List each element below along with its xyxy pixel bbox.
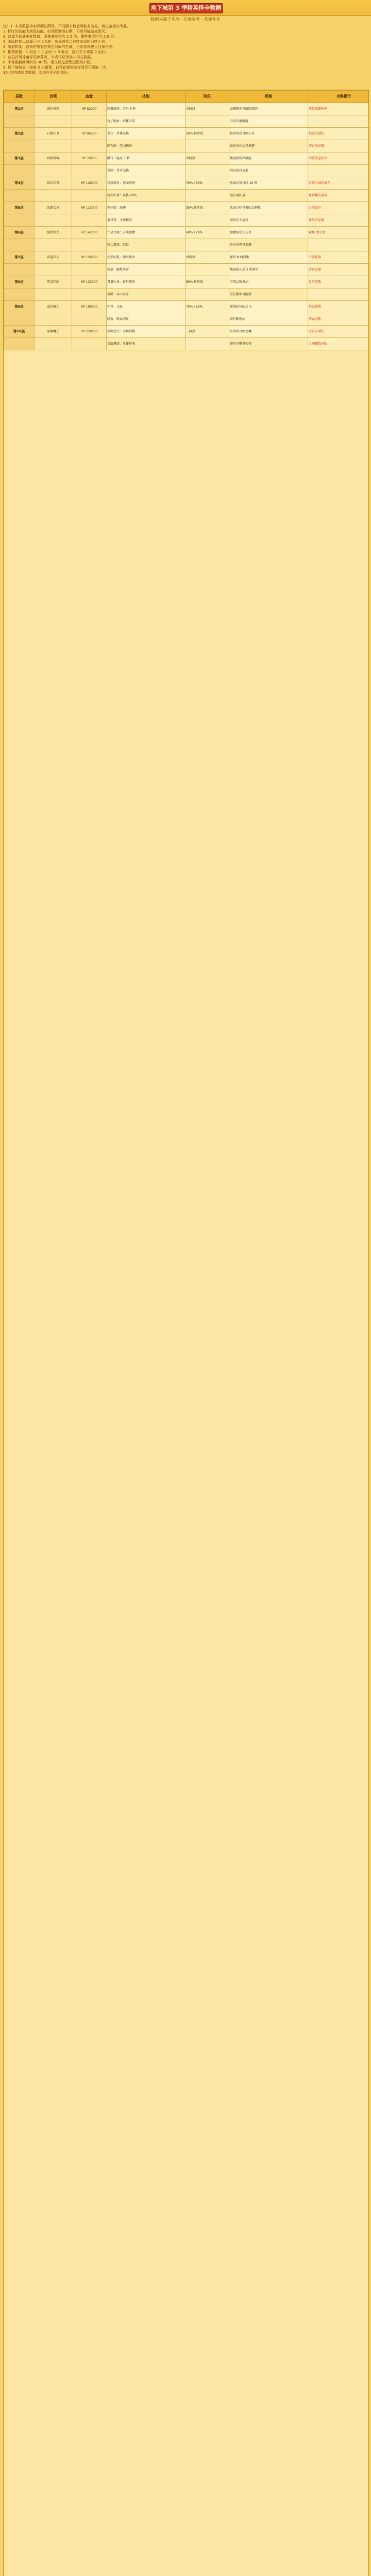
cell-skill: 潜行：隐身 5 秒 bbox=[107, 152, 185, 165]
table-row bbox=[4, 103, 369, 115]
cell-boss: 腐化树精 bbox=[35, 103, 72, 115]
cell-boss: 深渊魔王 bbox=[35, 326, 72, 338]
column-header: 血量 bbox=[72, 91, 107, 103]
cell-hp: HP 133000 bbox=[72, 276, 107, 289]
cell-hp: HP 115000 bbox=[72, 202, 107, 214]
cell-floor: 第3层 bbox=[4, 152, 35, 165]
cell-mech: 使用照明弹破隐 bbox=[229, 152, 308, 165]
cell-skill: 亡灵召唤：召唤骷髅 bbox=[107, 227, 185, 239]
table-row bbox=[4, 190, 369, 202]
cell-hp bbox=[72, 338, 107, 350]
table-row bbox=[4, 239, 369, 251]
table-header-row bbox=[4, 91, 369, 103]
cell-floor: 第4层 bbox=[4, 177, 35, 190]
cell-phase: 单阶段 bbox=[185, 152, 229, 165]
table-row bbox=[4, 152, 369, 165]
cell-boss bbox=[35, 165, 72, 177]
cell-mech: 转阶段后召唤石块 bbox=[229, 128, 308, 140]
cell-tip: 不要扎堆 bbox=[308, 251, 369, 264]
cell-skill: 死亡凝视：恐惧 bbox=[107, 239, 185, 251]
cell-phase: 50% 转阶段 bbox=[185, 202, 229, 214]
note-line: 6. 推荐配置：1 坦克 + 1 治疗 + 3 输出，部分关卡需要 2 治疗。 bbox=[3, 50, 109, 54]
cell-skill: 暴风雪：全场伤害 bbox=[107, 214, 185, 227]
cell-skill: 冲锋：击退 bbox=[107, 301, 185, 313]
cell-mech: 需打断施法 bbox=[229, 313, 308, 326]
cell-hp bbox=[72, 289, 107, 301]
cell-tip: 岩浆区域必离开 bbox=[308, 177, 369, 190]
cell-hp bbox=[72, 140, 107, 152]
cell-phase bbox=[185, 313, 229, 326]
cell-hp: HP 74800 bbox=[72, 152, 107, 165]
cell-boss bbox=[35, 289, 72, 301]
note-line: 9. 地下城每周一凌晨 5 点重置，首领首通奖励每周仅可领取一次。 bbox=[3, 65, 110, 70]
cell-phase: 三阶段 bbox=[185, 326, 229, 338]
cell-boss: 暗影刺客 bbox=[35, 152, 72, 165]
cell-mech: 靠墙站位防击飞 bbox=[229, 301, 308, 313]
notes-section bbox=[3, 24, 368, 88]
cell-skill: 连锁闪电：弹射伤害 bbox=[107, 251, 185, 264]
note-line: 8. 小怪刷新间隔约为 30 秒，建议优先清理远程类小怪。 bbox=[3, 60, 94, 64]
cell-mech: 中毒层数叠加 bbox=[229, 276, 308, 289]
cell-tip: 灵魂撕裂必防 bbox=[308, 338, 369, 350]
note-line: 10. 如有错误或遗漏，欢迎在评论区指出。 bbox=[3, 71, 72, 75]
cell-phase: 50% 转阶段 bbox=[185, 276, 229, 289]
cell-tip: 嗜血必断 bbox=[308, 313, 369, 326]
cell-skill: 岩浆喷发：地面灼烧 bbox=[107, 177, 185, 190]
cell-tip: 坦克靠墙 bbox=[308, 301, 369, 313]
cell-hp: HP 168000 bbox=[72, 301, 107, 313]
cell-mech: 每阶段召唤恶魔 bbox=[229, 326, 308, 338]
note-line: 4. 阶段转换以血量百分比为准，部分首领会在转阶段时召唤小怪。 bbox=[3, 40, 109, 44]
cell-phase bbox=[185, 338, 229, 350]
cell-hp: HP 156000 bbox=[72, 251, 107, 264]
cell-boss bbox=[35, 239, 72, 251]
cell-mech: 需打破护盾 bbox=[229, 190, 308, 202]
table-row bbox=[4, 227, 369, 239]
cell-boss: 毒沼巨蛙 bbox=[35, 276, 72, 289]
cell-mech: 背对首领可规避 bbox=[229, 239, 308, 251]
cell-skill: 熔火护盾：减伤 80% bbox=[107, 190, 185, 202]
cell-phase: 50% 转阶段 bbox=[185, 128, 229, 140]
cell-boss bbox=[35, 264, 72, 276]
cell-hp bbox=[72, 239, 107, 251]
cell-tip bbox=[308, 165, 369, 177]
page-subtitle: 数据来源于实测 · 仅供参考 · 欢迎补充 bbox=[150, 17, 221, 22]
cell-hp: HP 128000 bbox=[72, 177, 107, 190]
cell-boss bbox=[35, 214, 72, 227]
cell-phase bbox=[185, 140, 229, 152]
cell-phase bbox=[185, 239, 229, 251]
cell-tip: 碎石雨必躲 bbox=[308, 140, 369, 152]
table-row bbox=[4, 264, 369, 276]
cell-floor bbox=[4, 313, 35, 326]
boss-data-table bbox=[4, 90, 369, 350]
cell-tip bbox=[308, 115, 369, 128]
cell-tip: 保留爆发破盾 bbox=[308, 190, 369, 202]
cell-skill: 雷暴：随机落雷 bbox=[107, 264, 185, 276]
cell-mech: 地面岩浆持续 10 秒 bbox=[229, 177, 308, 190]
note-line: 注：1. 本表数据为实际测试所得，不同版本数值可能有差异，请以游戏内为准。 bbox=[3, 24, 130, 28]
cell-phase: 70% / 30% bbox=[185, 177, 229, 190]
column-header: 技能 bbox=[107, 91, 185, 103]
cell-mech: 坦克保持仇恨 bbox=[229, 165, 308, 177]
table-row bbox=[4, 165, 369, 177]
note-line: 5. 破盾机制：首领护盾需在规定时间内打破，否则首领进入狂暴状态。 bbox=[3, 45, 116, 49]
cell-mech: 需站在火盆旁 bbox=[229, 214, 308, 227]
cell-hp bbox=[72, 190, 107, 202]
note-line: 7. 各层首领掉落详见掉落表，本表仅记录战斗相关数据。 bbox=[3, 55, 94, 59]
header-banner bbox=[0, 0, 371, 16]
cell-phase: 75% / 25% bbox=[185, 301, 229, 313]
table-row bbox=[4, 128, 369, 140]
cell-floor bbox=[4, 264, 35, 276]
cell-phase bbox=[185, 165, 229, 177]
cell-hp bbox=[72, 313, 107, 326]
cell-skill: 灵魂撕裂：单体秒杀 bbox=[107, 338, 185, 350]
column-header: 攻略提示 bbox=[308, 91, 369, 103]
cell-floor: 第5层 bbox=[4, 202, 35, 214]
cell-floor bbox=[4, 338, 35, 350]
cell-tip: 治疗注意站位 bbox=[308, 152, 369, 165]
cell-skill: 吞噬：吞入玩家 bbox=[107, 289, 185, 301]
cell-hp: HP 96500 bbox=[72, 128, 107, 140]
cell-boss bbox=[35, 190, 72, 202]
cell-floor: 第1层 bbox=[4, 103, 35, 115]
cell-tip: 全员开减伤 bbox=[308, 326, 369, 338]
table-row bbox=[4, 115, 369, 128]
cell-floor: 第8层 bbox=[4, 276, 35, 289]
note-line: 2. 标红的技能为高危技能，必须躲避或打断，否则可能造成团灭。 bbox=[3, 29, 109, 33]
cell-phase: 单阶段 bbox=[185, 251, 229, 264]
cell-boss: 雷霆巨人 bbox=[35, 251, 72, 264]
cell-floor bbox=[4, 190, 35, 202]
cell-skill: 嗜血：吸血回复 bbox=[107, 313, 185, 326]
cell-tip bbox=[308, 239, 369, 251]
cell-tip: 及时驱散 bbox=[308, 276, 369, 289]
cell-phase: 单阶段 bbox=[185, 103, 229, 115]
cell-skill: 孢子喷射：群体中毒 bbox=[107, 115, 185, 128]
table-row bbox=[4, 177, 369, 190]
cell-boss: 熔岩巨兽 bbox=[35, 177, 72, 190]
cell-hp: HP 250000 bbox=[72, 326, 107, 338]
cell-boss bbox=[35, 115, 72, 128]
cell-phase bbox=[185, 264, 229, 276]
column-header: 机制 bbox=[229, 91, 308, 103]
cell-hp bbox=[72, 115, 107, 128]
column-header: 首领 bbox=[35, 91, 72, 103]
cell-phase bbox=[185, 214, 229, 227]
cell-skill: 碎石雨：范围伤害 bbox=[107, 140, 185, 152]
table-row bbox=[4, 214, 369, 227]
cell-skill: 背刺：背后高伤 bbox=[107, 165, 185, 177]
table-row bbox=[4, 202, 369, 214]
cell-phase bbox=[185, 190, 229, 202]
cell-tip: 坦克开减伤 bbox=[308, 128, 369, 140]
cell-skill: 寒冰箭：减速 bbox=[107, 202, 185, 214]
cell-skill: 重击：单体高伤 bbox=[107, 128, 185, 140]
cell-skill: 深渊之火：全场灼烧 bbox=[107, 326, 185, 338]
cell-tip bbox=[308, 289, 369, 301]
cell-floor: 第7层 bbox=[4, 251, 35, 264]
cell-floor: 第6层 bbox=[4, 227, 35, 239]
cell-boss: 血色骑士 bbox=[35, 301, 72, 313]
cell-mech: 冰冻目标可被队友解救 bbox=[229, 202, 308, 214]
table-row bbox=[4, 140, 369, 152]
column-header: 阶段 bbox=[185, 91, 229, 103]
cell-phase: 60% / 20% bbox=[185, 227, 229, 239]
cell-skill: 毒液吐息：锥形伤害 bbox=[107, 276, 185, 289]
cell-tip: 注意躲避地刺 bbox=[308, 103, 369, 115]
cell-hp bbox=[72, 264, 107, 276]
cell-floor bbox=[4, 239, 35, 251]
cell-floor: 第9层 bbox=[4, 301, 35, 313]
table-row bbox=[4, 301, 369, 313]
data-table-container bbox=[3, 90, 369, 2576]
cell-floor bbox=[4, 140, 35, 152]
cell-floor bbox=[4, 165, 35, 177]
cell-hp: HP 82000 bbox=[72, 103, 107, 115]
table-row bbox=[4, 313, 369, 326]
cell-boss bbox=[35, 313, 72, 326]
cell-boss: 冰霜女巫 bbox=[35, 202, 72, 214]
cell-boss bbox=[35, 140, 72, 152]
cell-mech: 地面提示后 2 秒落雷 bbox=[229, 264, 308, 276]
cell-phase bbox=[185, 289, 229, 301]
cell-mech: 击破根须可解除缠绕 bbox=[229, 103, 308, 115]
page-title: 地下城第 3 季精英怪全数据 bbox=[149, 3, 223, 13]
table-row bbox=[4, 289, 369, 301]
cell-tip: 分散站位 bbox=[308, 202, 369, 214]
cell-mech: 击打腹部可解救 bbox=[229, 289, 308, 301]
cell-mech: 骷髅需优先击杀 bbox=[229, 227, 308, 239]
cell-hp bbox=[72, 214, 107, 227]
cell-floor bbox=[4, 115, 35, 128]
cell-mech: 保持 8 码间距 bbox=[229, 251, 308, 264]
cell-hp: HP 142000 bbox=[72, 227, 107, 239]
cell-mech: 中毒可被驱散 bbox=[229, 115, 308, 128]
table-row bbox=[4, 326, 369, 338]
cell-tip: AOE 清小怪 bbox=[308, 227, 369, 239]
cell-boss bbox=[35, 338, 72, 350]
cell-floor: 第10层 bbox=[4, 326, 35, 338]
note-line: 3. 血量为普通难度数值，困难难度约为 1.5 倍，噩梦难度约为 2.5 倍。 bbox=[3, 35, 118, 39]
cell-mech: 需坦克嘲讽转移 bbox=[229, 338, 308, 350]
cell-phase bbox=[185, 115, 229, 128]
table-row bbox=[4, 338, 369, 350]
cell-skill: 藤蔓缠绕：定身 3 秒 bbox=[107, 103, 185, 115]
table-row bbox=[4, 276, 369, 289]
cell-floor: 第2层 bbox=[4, 128, 35, 140]
cell-boss: 石像守卫 bbox=[35, 128, 72, 140]
cell-tip: 暴风雪必躲 bbox=[308, 214, 369, 227]
cell-floor bbox=[4, 214, 35, 227]
column-header: 层数 bbox=[4, 91, 35, 103]
cell-boss: 骸骨领主 bbox=[35, 227, 72, 239]
table-row bbox=[4, 251, 369, 264]
cell-tip: 落雷必躲 bbox=[308, 264, 369, 276]
cell-hp bbox=[72, 165, 107, 177]
cell-mech: 站在石柱后可规避 bbox=[229, 140, 308, 152]
cell-floor bbox=[4, 289, 35, 301]
